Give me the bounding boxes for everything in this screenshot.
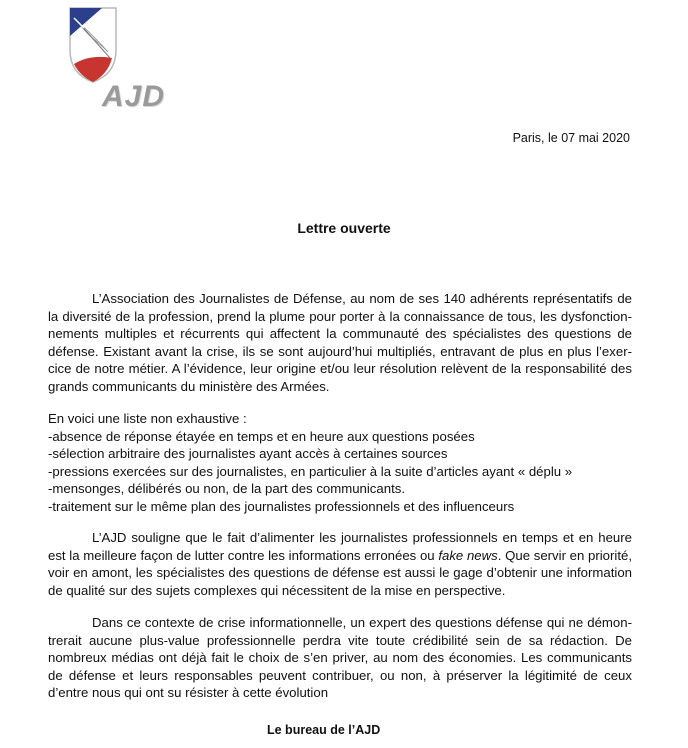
- logo-wordmark: AJD: [102, 80, 166, 113]
- letter-title: Lettre ouverte: [297, 220, 391, 236]
- quill-shield-icon: [50, 2, 135, 87]
- list-item: -absence de réponse étayée en temps et en heure aux questions posées: [48, 428, 475, 444]
- paragraph-fake-news: [48, 529, 632, 599]
- paragraph-intro: L’Association des Journalistes de Défense, au nom de ses 140 adhérents représentatifs de la diversité de la profession, prend la plume pour porter à la connaissance de tous, les dysfonctionnements multiples et récurrents qui affectent la communauté des spécialistes des questions de défense. Existant avant la crise, ils se sont aujourd’hui multipliés, entravant de plus en plus l’exercice de notre métier. A l’évidence, leur origine et/ou leur résolution relèvent de la responsabilité des grands communicants du ministère des Armées.: [48, 291, 632, 394]
- list-items: [48, 428, 632, 516]
- list-item: -traitement sur le même plan des journalistes professionnels et des influenceurs: [48, 498, 515, 514]
- list-intro: En voici une liste non exhaustive :: [48, 411, 247, 426]
- list-item: -sélection arbitraire des journalistes ayant accès à certaines sources: [48, 446, 448, 462]
- emphasis-text: fake news: [438, 547, 498, 563]
- signature: Le bureau de l’AJD: [267, 723, 381, 737]
- ajd-logo: [50, 2, 166, 120]
- grievance-list: [48, 410, 632, 516]
- paragraph-text: L’AJD souligne que le fait d’alimenter les journalistes professionnels en temps et en heure est la meilleure façon de lutter contre les informations erronées ou: [48, 530, 632, 563]
- list-item: -pressions exercées sur des journalistes, en particulier à la suite d’articles ayant « déplu »: [48, 463, 573, 479]
- list-item: -mensonges, délibérés ou non, de la part des communicants.: [48, 481, 405, 497]
- paragraph-context: Dans ce contexte de crise informationnelle, un expert des questions défense qui ne démontrerait aucune plus-value professionnelle perdra vite toute crédibilité sein de sa rédaction. De nombreux médias ont déjà fait le choix de s’en priver, au nom des économies. Les communicants de défense et leurs responsables peuvent contribuer, ou non, à préserver la légitimité de ceux d’entre nous qui ont su résister à cette évolution: [48, 615, 632, 701]
- letter-date: Paris, le 07 mai 2020: [512, 131, 630, 145]
- paragraph-text: . Que servir en priorité, voir en amont, les spécialistes des questions de défense est aussi le gage d’obtenir une information de qualité sur des sujets complexes qui nécessitent de la mise en perspective.: [48, 547, 633, 598]
